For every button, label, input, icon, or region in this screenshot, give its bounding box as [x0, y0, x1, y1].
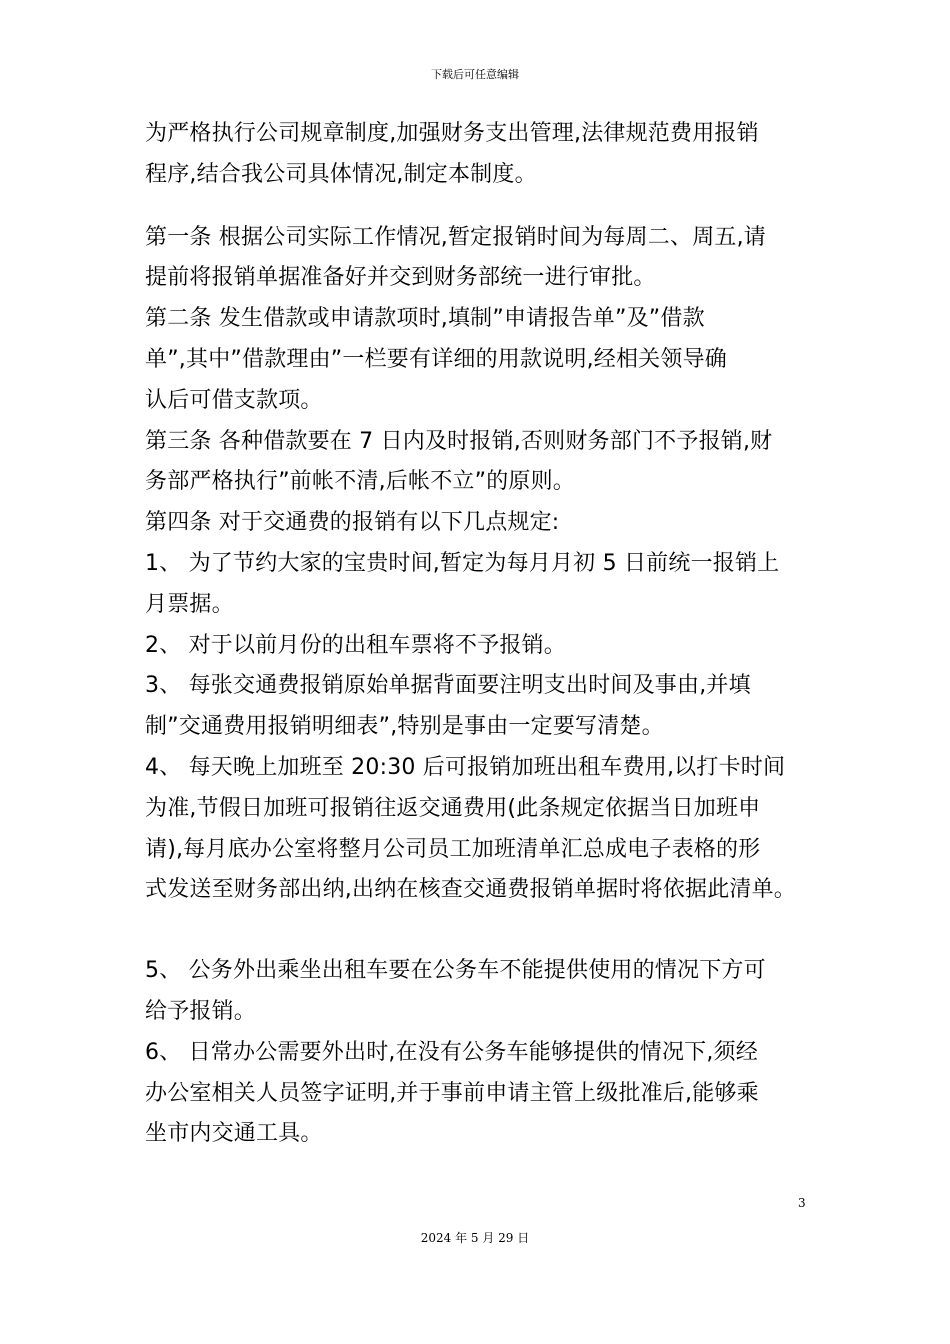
- paragraph-gap: [145, 196, 835, 218]
- article-line: 给予报销。: [145, 998, 257, 1024]
- intro-line: 程序,结合我公司具体情况,制定本制度。: [145, 161, 537, 187]
- document-body: [145, 114, 835, 1155]
- article-line: 为准,节假日加班可报销往返交通费用(此条规定依据当日加班申: [145, 795, 761, 821]
- article-line: 式发送至财务部出纳,出纳在核查交通费报销单据时将依据此清单。: [145, 877, 796, 903]
- article-line: 第一条 根据公司实际工作情况,暂定报销时间为每周二、周五,请: [145, 224, 766, 250]
- article-line: 月票据。: [145, 591, 234, 617]
- article-line: 单”,其中”借款理由”一栏要有详细的用款说明,经相关领导确: [145, 346, 727, 372]
- page-header: 下载后可任意编辑: [431, 68, 519, 81]
- article-line: 6、 日常办公需要外出时,在没有公务车能够提供的情况下,须经: [145, 1039, 758, 1065]
- paragraph-gap: [145, 911, 835, 951]
- article-line: 坐市内交通工具。: [145, 1121, 323, 1147]
- article-line: 制”交通费用报销明细表”,特别是事由一定要写清楚。: [145, 714, 664, 740]
- article-line: 认后可借支款项。: [145, 387, 323, 413]
- intro-line: 为严格执行公司规章制度,加强财务支出管理,法律规范费用报销: [145, 121, 759, 146]
- article-line: 4、 每天晚上加班至 20:30 后可报销加班出租车费用,以打卡时间: [145, 754, 786, 780]
- article-line: 第三条 各种借款要在 7 日内及时报销,否则财务部门不予报销,财: [145, 428, 773, 454]
- article-line: 第二条 发生借款或申请款项时,填制”申请报告单”及”借款: [145, 306, 705, 332]
- article-line: 提前将报销单据准备好并交到财务部统一进行审批。: [145, 265, 656, 291]
- article-line: 2、 对于以前月份的出租车票将不予报销。: [145, 632, 566, 658]
- page-date: 2024 年 5 月 29 日: [420, 1231, 530, 1245]
- article-line: 务部严格执行”前帐不清,后帐不立”的原则。: [145, 469, 575, 495]
- article-line: 办公室相关人员签字证明,并于事前申请主管上级批准后,能够乘: [145, 1080, 759, 1106]
- article-line: 1、 为了节约大家的宝贵时间,暂定为每月月初 5 日前统一报销上: [145, 550, 780, 576]
- article-line: 第四条 对于交通费的报销有以下几点规定:: [145, 510, 560, 536]
- article-line: 5、 公务外出乘坐出租车要在公务车不能提供使用的情况下方可: [145, 958, 766, 984]
- page-number: 3: [798, 1196, 806, 1210]
- article-line: 3、 每张交通费报销原始单据背面要注明支出时间及事由,并填: [145, 673, 751, 699]
- article-line: 请),每月底办公室将整月公司员工加班清单汇总成电子表格的形: [145, 836, 761, 862]
